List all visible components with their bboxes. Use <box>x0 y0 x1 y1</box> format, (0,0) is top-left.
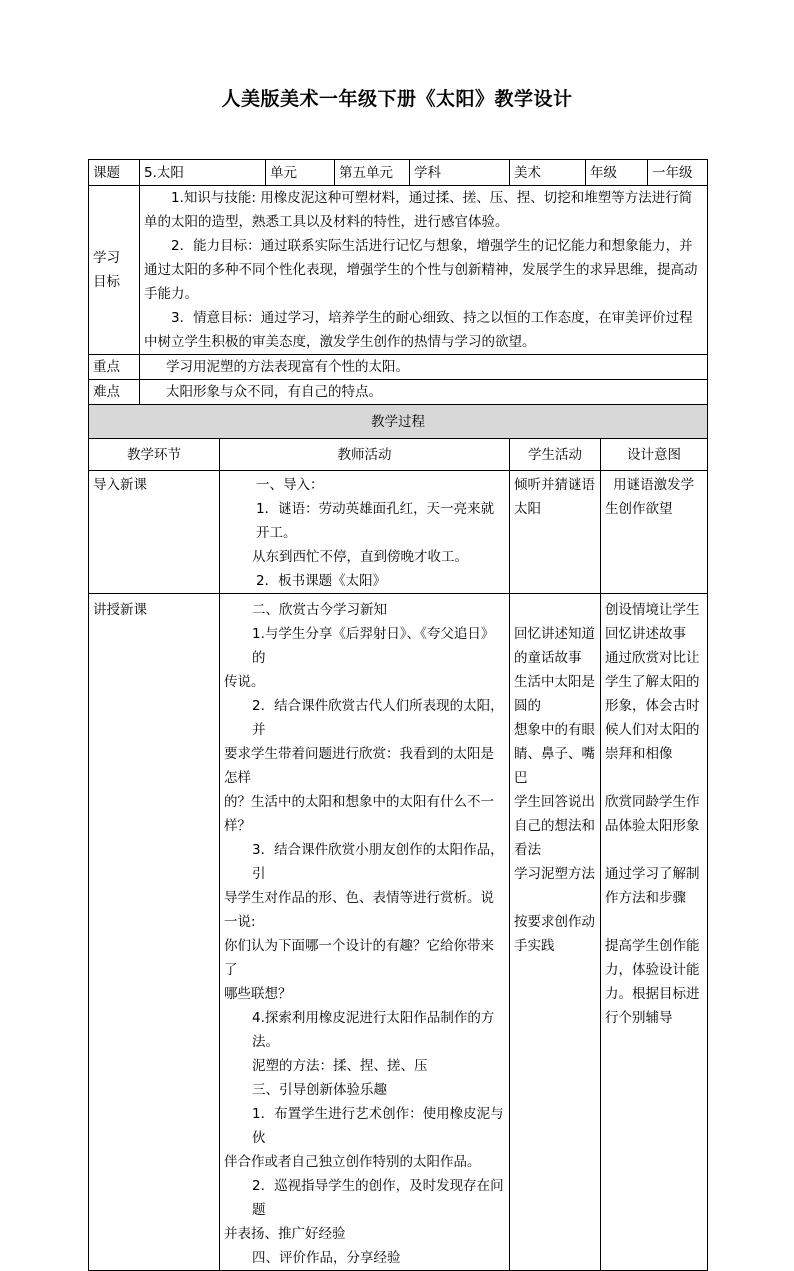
lecture-student: 回忆讲述知道 的童话故事 生活中太阳是 圆的 想象中的有眼 睛、鼻子、嘴 巴 学生回答说出 自己的想法和 看法 学习泥塑方法 按要求创作动 手实践 <box>510 594 601 1271</box>
intro-teacher: 一、导入： 1．谜语：劳动英雄面孔红，天一亮来就开工。 从东到西忙不停，直到傍晚才收工。 2．板书课题《太阳》 <box>220 471 510 594</box>
info-row <box>89 160 708 186</box>
process-header: 教学过程 <box>89 405 708 439</box>
lesson-plan-table <box>88 159 708 1271</box>
col-student: 学生活动 <box>510 439 601 471</box>
difficulty-label: 难点 <box>89 380 140 405</box>
topic-label: 课题 <box>89 160 140 186</box>
key-point-label: 重点 <box>89 355 140 380</box>
objective-item: 3．情意目标：通过学习，培养学生的耐心细致、持之以恒的工作态度，在审美评价过程中树立学生积极的审美态度，激发学生创作的热情与学习的欲望。 <box>144 310 693 350</box>
topic-value: 5.太阳 <box>140 160 266 186</box>
intro-student: 倾听并猜谜语 太阳 <box>510 471 601 594</box>
lecture-row <box>89 594 708 1271</box>
difficulty-row <box>89 380 708 405</box>
objectives-label: 学习 目标 <box>89 186 140 355</box>
intro-row <box>89 471 708 594</box>
col-intent: 设计意图 <box>601 439 708 471</box>
lecture-intent: 创设情境让学生 回忆讲述故事 通过欣赏对比让 学生了解太阳的 形象，体会古时 候人们对太阳的 崇拜和相像 欣赏同龄学生作 品体验太阳形象 通过学习了解制 作方法和步骤 提高学生创作能 力，体验设计能 力。根据目标进 行个别辅导 <box>601 594 708 1271</box>
unit-label: 单元 <box>266 160 335 186</box>
unit-value: 第五单元 <box>335 160 410 186</box>
lecture-teacher: 二、欣赏古今学习新知 1.与学生分享《后羿射日》、《夸父追日》的 传说。 2．结合课件欣赏古代人们所表现的太阳，并 要求学生带着问题进行欣赏：我看到的太阳是怎样 的？生活中的太阳和想象中的太阳有什么不一样？ 3．结合课件欣赏小朋友创作的太阳作品，引 导学生对作品的形、色、表情等进行赏析。说一说: 你们认为下面哪一个设计的有趣？它给你带来了 哪些联想？ 4.探索利用橡皮泥进行太阳作品制作的方法。 泥塑的方法：揉、捏、搓、压 三、引导创新体验乐趣 1．布置学生进行艺术创作：使用橡皮泥与伙 伴合作或者自己独立创作特别的太阳作品。 2．巡视指导学生的创作，及时发现存在问题 并表扬、推广好经验 四、评价作品，分享经验 <box>220 594 510 1271</box>
subject-value: 美术 <box>510 160 586 186</box>
subject-label: 学科 <box>410 160 510 186</box>
key-point-text: 学习用泥塑的方法表现富有个性的太阳。 <box>140 355 708 380</box>
document-title: 人美版美术一年级下册《太阳》教学设计 <box>221 88 573 110</box>
intro-stage: 导入新课 <box>89 471 220 594</box>
col-teacher: 教师活动 <box>220 439 510 471</box>
process-columns-row <box>89 439 708 471</box>
objectives-content <box>140 186 708 355</box>
process-header-row <box>89 405 708 439</box>
lecture-stage: 讲授新课 <box>89 594 220 1271</box>
key-point-row <box>89 355 708 380</box>
grade-value: 一年级 <box>648 160 708 186</box>
col-stage: 教学环节 <box>89 439 220 471</box>
objective-item: 1.知识与技能: 用橡皮泥这种可塑材料，通过揉、搓、压、捏、切挖和堆塑等方法进行简单的太阳的造型，熟悉工具以及材料的特性，进行感官体验。 <box>144 190 693 230</box>
difficulty-text: 太阳形象与众不同，有自己的特点。 <box>140 380 708 405</box>
grade-label: 年级 <box>586 160 648 186</box>
objectives-row <box>89 186 708 355</box>
objective-item: 2．能力目标：通过联系实际生活进行记忆与想象，增强学生的记忆能力和想象能力，并通过太阳的多种不同个性化表现，增强学生的个性与创新精神，发展学生的求异思维，提高动手能力。 <box>144 238 698 302</box>
intro-intent: 用谜语激发学 生创作欲望 <box>601 471 708 594</box>
